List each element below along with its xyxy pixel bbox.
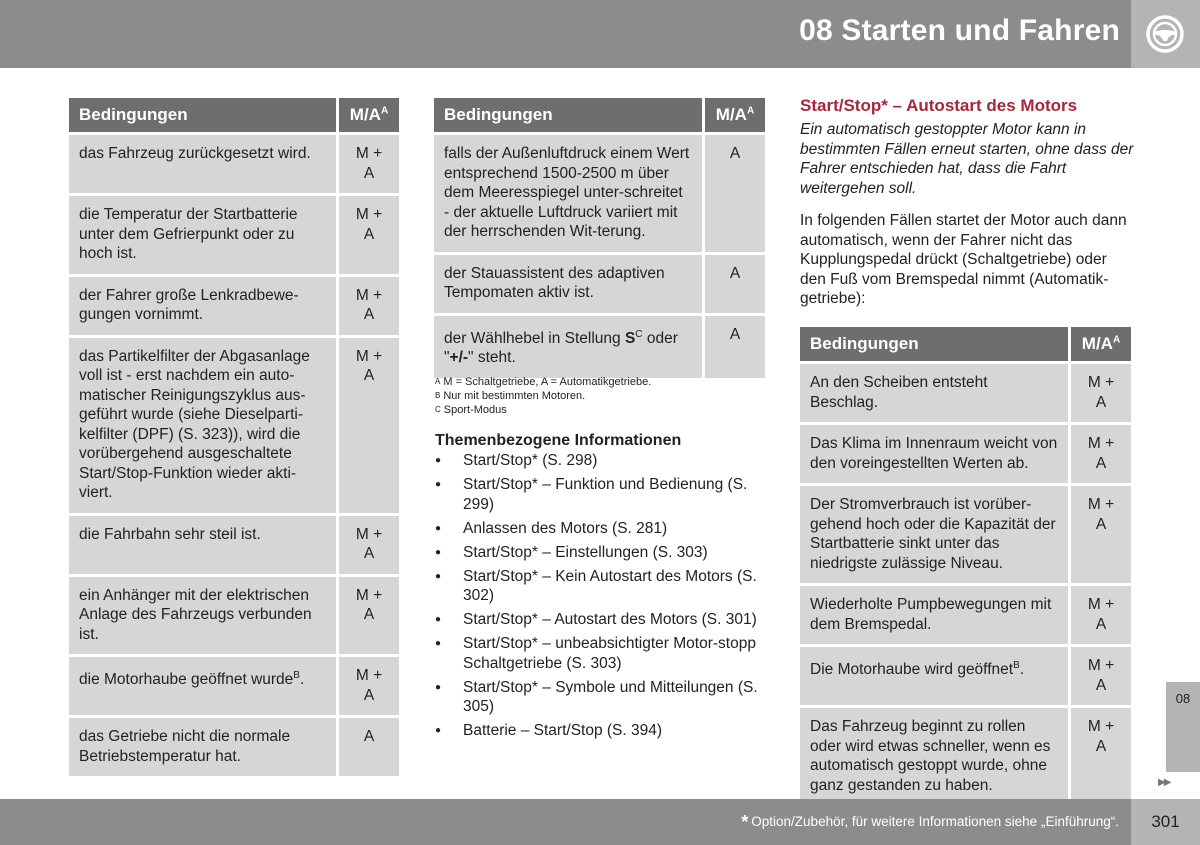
condition-cell: der Wählhebel in Stellung $S^C$ oder "+/-" steht. <box>434 316 702 378</box>
condition-cell: der Fahrer große Lenkradbewe-gungen vornimmt. <box>69 277 336 335</box>
conditions-table-right <box>800 324 1131 808</box>
column-header-conditions: Bedingungen <box>800 327 1068 361</box>
table-row <box>69 277 399 335</box>
table-row <box>69 718 399 776</box>
chapter-header-bar <box>0 0 1200 68</box>
table-row <box>800 425 1131 483</box>
related-link[interactable]: ● Start/Stop* – Einstellungen (S. 303) <box>435 543 765 563</box>
related-link[interactable]: ● Start/Stop* – Symbole und Mitteilungen (S. 305) <box>435 678 765 717</box>
footnote: $^A$ M = Schaltgetriebe, A = Automatikgetriebe. <box>435 376 652 388</box>
related-topics-heading: Themenbezogene Informationen <box>435 432 682 449</box>
double-arrow-right-icon[interactable]: ▶▶ <box>1158 777 1170 788</box>
ma-cell: M + A <box>336 338 399 513</box>
section-body: In folgenden Fällen startet der Motor auch dann automatisch, wenn der Fahrer nicht das Kupplungspedal drückt (Schaltgetriebe) oder den Fuß vom Bremspedal nimmt (Automatik-getriebe): <box>800 212 1127 307</box>
related-link[interactable]: ● Start/Stop* – Autostart des Motors (S. 301) <box>435 610 765 630</box>
table-header-row <box>800 327 1131 361</box>
related-link[interactable]: ● Start/Stop* (S. 298) <box>435 451 765 471</box>
condition-cell: die Fahrbahn sehr steil ist. <box>69 516 336 574</box>
conditions-table-left <box>69 95 399 779</box>
ma-cell: M + A <box>1068 425 1131 483</box>
ma-cell: A <box>702 316 765 378</box>
condition-cell: das Getriebe nicht die normale Betriebstemperatur hat. <box>69 718 336 776</box>
page-number: 301 <box>1131 799 1200 845</box>
table-row <box>800 708 1131 805</box>
column-header-conditions: Bedingungen <box>434 98 702 132</box>
table-row <box>69 577 399 655</box>
condition-cell: Das Fahrzeug beginnt zu rollen oder wird etwas schneller, wenn es automatisch gestoppt wurde, ohne ganz gestanden zu haben. <box>800 708 1068 805</box>
condition-cell: Das Klima im Innenraum weicht von den voreingestellten Werten ab. <box>800 425 1068 483</box>
column-header-ma: $M/A^A$ <box>336 98 399 132</box>
related-link[interactable]: ● Start/Stop* – Funktion und Bedienung (S. 299) <box>435 475 765 514</box>
section-title: Start/Stop* – Autostart des Motors <box>800 96 1078 115</box>
condition-cell: Der Stromverbrauch ist vorüber-gehend hoch oder die Kapazität der Startbatterie sinkt unter das niedrigste zulässige Niveau. <box>800 486 1068 583</box>
ma-cell: M + A <box>1068 708 1131 805</box>
ma-cell: A <box>702 255 765 313</box>
related-topics-list <box>435 451 765 745</box>
related-link[interactable]: ● Start/Stop* – Kein Autostart des Motors (S. 302) <box>435 567 765 606</box>
table-row <box>69 516 399 574</box>
table-row <box>800 364 1131 422</box>
ma-cell: M + A <box>1068 647 1131 705</box>
asterisk-mark: * <box>741 812 749 832</box>
ma-cell: M + A <box>336 657 399 715</box>
table-header-row <box>434 98 765 132</box>
table-row <box>69 135 399 193</box>
table-row <box>434 255 765 313</box>
chapter-icon-box <box>1131 0 1200 68</box>
chapter-side-tab[interactable] <box>1166 682 1200 772</box>
table-row <box>800 586 1131 644</box>
table-row <box>434 135 765 252</box>
ma-cell: M + A <box>336 135 399 193</box>
ma-cell: M + A <box>336 277 399 335</box>
table-row <box>69 657 399 715</box>
condition-cell: die Temperatur der Startbatterie unter dem Gefrierpunkt oder zu hoch ist. <box>69 196 336 274</box>
page-footer-bar <box>0 799 1131 845</box>
ma-cell: M + A <box>336 577 399 655</box>
column-header-ma: $M/A^A$ <box>1068 327 1131 361</box>
footer-note-text: Option/Zubehör, für weitere Informationen siehe „Einführung“. <box>751 814 1119 829</box>
related-link[interactable]: ● Anlassen des Motors (S. 281) <box>435 519 765 539</box>
table-row <box>69 338 399 513</box>
table-row <box>800 486 1131 583</box>
table-footnotes <box>435 375 651 417</box>
column-header-conditions: Bedingungen <box>69 98 336 132</box>
condition-cell: das Partikelfilter der Abgasanlage voll ist - erst nachdem ein auto-matischer Reinigungszyklus aus-geführt wurde (siehe Dieselparti-kelfilter (DPF) (S. 323)), wird die vorübergehend ausgeschaltete Start/Stop-Funktion wieder akti-viert. <box>69 338 336 513</box>
steering-wheel-icon <box>1145 14 1185 54</box>
condition-cell: der Stauassistent des adaptiven Tempomaten aktiv ist. <box>434 255 702 313</box>
table-row <box>800 647 1131 705</box>
ma-cell: M + A <box>1068 586 1131 644</box>
footnote: $^B$ Nur mit bestimmten Motoren. <box>435 390 586 402</box>
column-header-ma: $M/A^A$ <box>702 98 765 132</box>
footnote: $^C$ Sport-Modus <box>435 404 507 416</box>
condition-cell: falls der Außenluftdruck einem Wert entsprechend 1500-2500 m über dem Meeresspiegel unter-schreitet - der aktuelle Luftdruck variiert mit der herrschenden Wit-terung. <box>434 135 702 252</box>
condition-cell: An den Scheiben entsteht Beschlag. <box>800 364 1068 422</box>
footer-note <box>741 812 1119 833</box>
condition-cell: Wiederholte Pumpbewegungen mit dem Bremspedal. <box>800 586 1068 644</box>
related-link[interactable]: ● Start/Stop* – unbeabsichtigter Motor-stopp Schaltgetriebe (S. 303) <box>435 634 765 673</box>
condition-cell: das Fahrzeug zurückgesetzt wird. <box>69 135 336 193</box>
condition-cell: Die Motorhaube wird geöffnet$^B$. <box>800 647 1068 705</box>
ma-cell: M + A <box>1068 486 1131 583</box>
condition-cell: die Motorhaube geöffnet wurde$^B$. <box>69 657 336 715</box>
ma-cell: M + A <box>336 196 399 274</box>
ma-cell: M + A <box>1068 364 1131 422</box>
condition-cell: ein Anhänger mit der elektrischen Anlage des Fahrzeugs verbunden ist. <box>69 577 336 655</box>
ma-cell: A <box>336 718 399 776</box>
related-link[interactable]: ● Batterie – Start/Stop (S. 394) <box>435 721 765 741</box>
chapter-title: 08 Starten und Fahren <box>799 14 1120 47</box>
section-intro: Ein automatisch gestoppter Motor kann in bestimmten Fällen erneut starten, ohne dass der Fahrer entschieden hat, dass die Fahrt weitergehen soll. <box>800 121 1134 197</box>
ma-cell: A <box>702 135 765 252</box>
table-row <box>69 196 399 274</box>
table-header-row <box>69 98 399 132</box>
conditions-table-middle <box>434 95 765 381</box>
table-row <box>434 316 765 378</box>
ma-cell: M + A <box>336 516 399 574</box>
chapter-side-tab-label: 08 <box>1175 691 1191 706</box>
